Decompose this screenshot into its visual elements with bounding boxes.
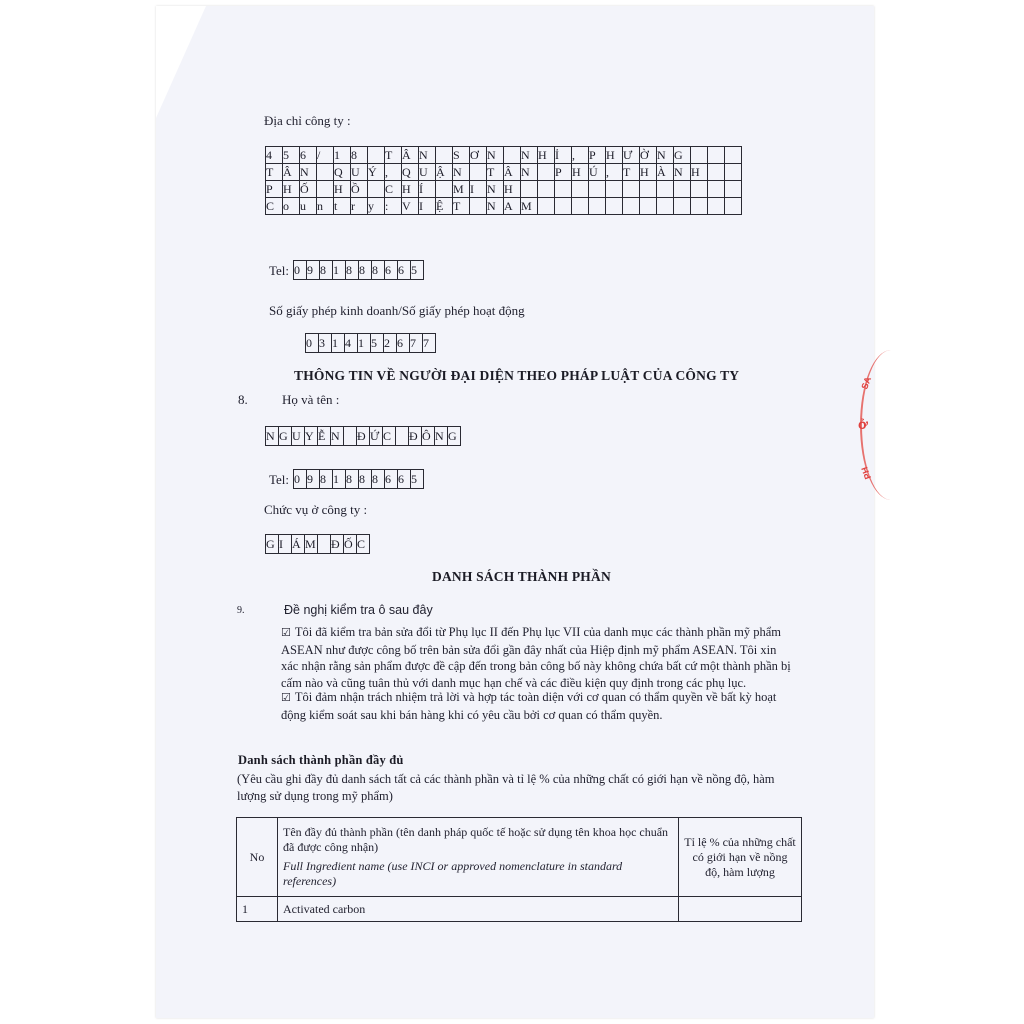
rep-position-char-cell: Ố [344, 535, 357, 554]
section-9-number: 9. [237, 605, 245, 616]
check-instruction: Đề nghị kiểm tra ô sau đây [284, 603, 433, 617]
address-char-cell [572, 198, 589, 215]
address-char-row [266, 164, 742, 181]
address-char-cell: r [351, 198, 368, 215]
address-char-cell [555, 181, 572, 198]
address-char-cell: 5 [283, 147, 300, 164]
address-char-cell: Ờ [640, 147, 657, 164]
company-tel-digit-cell: 1 [333, 261, 346, 280]
address-char-cell: Ậ [436, 164, 453, 181]
checked-box-icon[interactable]: ☑ [281, 691, 291, 704]
rep-position-grid [265, 534, 370, 554]
address-char-cell: Ơ [470, 147, 487, 164]
address-char-cell: H [334, 181, 351, 198]
header-ingredient-name-vi: Tên đầy đủ thành phần (tên danh pháp quốc tế hoặc sử dụng tên khoa học chuẩn đã được công nhận) [283, 825, 669, 854]
address-char-cell: Â [283, 164, 300, 181]
company-stamp-partial [848, 350, 888, 500]
rep-name-char-cell: N [266, 427, 279, 446]
rep-tel-digit-cell: 8 [320, 470, 333, 489]
address-char-cell [589, 181, 606, 198]
address-char-cell [470, 164, 487, 181]
address-char-cell: H [691, 164, 708, 181]
address-char-cell: Ố [300, 181, 317, 198]
rep-tel-digit-cell: 6 [385, 470, 398, 489]
address-char-cell: H [504, 181, 521, 198]
address-char-row [266, 181, 742, 198]
address-char-cell [725, 147, 742, 164]
address-char-cell: , [385, 164, 402, 181]
license-digit-cell: 4 [345, 334, 358, 353]
address-char-cell [640, 181, 657, 198]
rep-position-char-cell: C [357, 535, 370, 554]
company-tel-digit-cell: 8 [346, 261, 359, 280]
license-digit-cell: 7 [423, 334, 436, 353]
address-char-row [266, 198, 742, 215]
address-char-cell: A [504, 198, 521, 215]
rep-name-char-cell: C [383, 427, 396, 446]
address-char-cell [470, 198, 487, 215]
rep-name-char-cell: Y [305, 427, 318, 446]
table-row [237, 897, 802, 922]
address-char-cell [572, 181, 589, 198]
address-char-cell: 8 [351, 147, 368, 164]
address-char-cell [708, 164, 725, 181]
address-char-cell: M [453, 181, 470, 198]
address-char-cell: U [351, 164, 368, 181]
address-char-cell: N [300, 164, 317, 181]
address-char-cell: Ồ [351, 181, 368, 198]
company-tel-grid [293, 260, 424, 280]
address-char-cell: M [521, 198, 538, 215]
address-char-cell [708, 147, 725, 164]
address-char-cell [317, 181, 334, 198]
address-char-cell: À [657, 164, 674, 181]
rep-tel-digit-cell: 9 [307, 470, 320, 489]
address-char-cell [708, 198, 725, 215]
address-char-cell: H [606, 147, 623, 164]
address-char-cell: Â [402, 147, 419, 164]
address-label: Địa chỉ công ty : [264, 113, 351, 128]
rep-name-char-cell: G [279, 427, 292, 446]
address-char-cell [538, 181, 555, 198]
row-no: 1 [237, 897, 278, 922]
address-char-cell [691, 198, 708, 215]
rep-name-char-cell: G [448, 427, 461, 446]
rep-tel-digit-cell: 8 [359, 470, 372, 489]
address-char-cell [368, 147, 385, 164]
ingredients-section-title: DANH SÁCH THÀNH PHẦN [432, 569, 611, 584]
address-char-cell [538, 164, 555, 181]
header-ingredient-name-en: Full Ingredient name (use INCI or approved nomenclature in standard references) [283, 859, 623, 888]
ingredient-table-header [237, 818, 802, 897]
address-char-cell: P [266, 181, 283, 198]
address-char-cell: V [402, 198, 419, 215]
declaration-check-2 [281, 689, 794, 723]
full-list-note: (Yêu cầu ghi đầy đủ danh sách tất cả các thành phần và tỉ lệ % của những chất có giới hạn về nồng độ, hàm lượng sử dụng trong mỹ phẩm) [237, 772, 775, 803]
rep-position-char-row [266, 535, 370, 554]
rep-tel-digit-cell: 5 [411, 470, 424, 489]
address-char-cell [725, 181, 742, 198]
address-char-cell [521, 181, 538, 198]
rep-name-grid [265, 426, 461, 446]
address-char-cell: u [300, 198, 317, 215]
rep-tel-digit-row [294, 470, 424, 489]
address-char-cell: H [402, 181, 419, 198]
address-char-cell [657, 198, 674, 215]
address-char-cell: : [385, 198, 402, 215]
address-char-cell [691, 147, 708, 164]
rep-position-char-cell: Á [292, 535, 305, 554]
address-char-cell: N [487, 198, 504, 215]
address-char-cell: C [385, 181, 402, 198]
company-tel-digit-cell: 5 [411, 261, 424, 280]
license-label: Số giấy phép kinh doanh/Số giấy phép hoạt động [269, 303, 525, 318]
address-char-cell [725, 164, 742, 181]
license-digit-cell: 7 [410, 334, 423, 353]
address-char-cell: N [419, 147, 436, 164]
rep-position-char-cell: M [305, 535, 318, 554]
address-char-cell [691, 181, 708, 198]
address-char-cell: t [334, 198, 351, 215]
company-tel-digit-cell: 0 [294, 261, 307, 280]
address-char-cell: H [572, 164, 589, 181]
header-no: No [237, 818, 278, 897]
address-char-cell: N [487, 147, 504, 164]
address-char-cell [555, 198, 572, 215]
address-char-cell [317, 164, 334, 181]
address-char-cell [657, 181, 674, 198]
license-digit-cell: 2 [384, 334, 397, 353]
license-digit-row [306, 334, 436, 353]
address-char-cell: Í [419, 181, 436, 198]
rep-tel-digit-cell: 6 [398, 470, 411, 489]
address-char-cell [674, 181, 691, 198]
address-char-cell: T [453, 198, 470, 215]
company-tel-digit-cell: 8 [372, 261, 385, 280]
rep-position-char-cell [318, 535, 331, 554]
license-digit-cell: 1 [332, 334, 345, 353]
rep-name-char-cell [344, 427, 357, 446]
address-char-cell: C [266, 198, 283, 215]
address-char-cell [623, 181, 640, 198]
stamp-fragment: PH [859, 465, 874, 481]
rep-tel-digit-cell: 1 [333, 470, 346, 489]
address-char-cell: N [657, 147, 674, 164]
representative-section-title: THÔNG TIN VỀ NGƯỜI ĐẠI DIỆN THEO PHÁP LUẬT CỦA CÔNG TY [294, 368, 740, 383]
rep-name-char-cell: Ễ [318, 427, 331, 446]
ingredient-table [236, 817, 802, 922]
address-char-cell: S [453, 147, 470, 164]
address-char-cell: Ý [368, 164, 385, 181]
company-tel-digit-cell: 8 [359, 261, 372, 280]
rep-tel-digit-cell: 0 [294, 470, 307, 489]
address-char-cell: , [572, 147, 589, 164]
address-char-cell: P [589, 147, 606, 164]
license-digit-cell: 0 [306, 334, 319, 353]
stamp-fragment: SA [859, 375, 874, 391]
address-char-cell: H [283, 181, 300, 198]
address-char-cell: T [266, 164, 283, 181]
address-char-cell [606, 198, 623, 215]
address-char-cell: T [385, 147, 402, 164]
address-char-cell [589, 198, 606, 215]
page-fold-corner [156, 6, 206, 118]
address-char-cell [623, 198, 640, 215]
address-char-cell: N [521, 147, 538, 164]
row-percentage [679, 897, 802, 922]
rep-name-label: Họ và tên : [282, 392, 340, 407]
rep-position-label: Chức vụ ở công ty : [264, 502, 368, 517]
address-char-cell [606, 181, 623, 198]
address-char-cell [368, 181, 385, 198]
address-char-cell [640, 198, 657, 215]
rep-tel-grid [293, 469, 424, 489]
address-char-cell [504, 147, 521, 164]
declaration-check-1 [281, 624, 794, 691]
address-char-cell: N [487, 181, 504, 198]
rep-name-char-cell: U [292, 427, 305, 446]
rep-name-char-cell: Đ [409, 427, 422, 446]
address-char-row [266, 147, 742, 164]
checked-box-icon[interactable]: ☑ [281, 626, 291, 639]
license-digit-cell: 5 [371, 334, 384, 353]
rep-name-char-cell: Đ [357, 427, 370, 446]
address-char-cell: Ư [623, 147, 640, 164]
address-char-cell: U [419, 164, 436, 181]
declaration-text-2: Tôi đảm nhận trách nhiệm trả lời và hợp tác toàn diện với cơ quan có thẩm quyền về bất kỳ hoạt động kiểm soát sau khi bán hàng khi có yêu cầu bởi cơ quan có thẩm quyền. [281, 690, 777, 722]
address-char-cell: I [419, 198, 436, 215]
address-char-cell [708, 181, 725, 198]
company-tel-digit-cell: 8 [320, 261, 333, 280]
company-tel-digit-cell: 6 [398, 261, 411, 280]
rep-name-char-cell [396, 427, 409, 446]
address-char-cell [725, 198, 742, 215]
company-tel-digit-row [294, 261, 424, 280]
address-char-cell: Ỉ [555, 147, 572, 164]
company-tel-digit-cell: 9 [307, 261, 320, 280]
address-char-cell: H [640, 164, 657, 181]
address-char-cell: o [283, 198, 300, 215]
address-char-cell: Q [402, 164, 419, 181]
rep-name-char-cell: Ô [422, 427, 435, 446]
license-number-grid [305, 333, 436, 353]
license-digit-cell: 3 [319, 334, 332, 353]
address-grid [265, 146, 742, 215]
address-char-cell: Q [334, 164, 351, 181]
section-8-number: 8. [238, 392, 248, 407]
address-char-cell: n [317, 198, 334, 215]
rep-position-char-cell: Đ [331, 535, 344, 554]
address-char-cell: I [470, 181, 487, 198]
address-char-cell: Ú [589, 164, 606, 181]
address-char-cell: Ệ [436, 198, 453, 215]
address-char-cell: T [623, 164, 640, 181]
address-char-cell: 1 [334, 147, 351, 164]
company-tel-digit-cell: 6 [385, 261, 398, 280]
rep-position-char-cell: G [266, 535, 279, 554]
rep-name-char-cell: Ứ [370, 427, 383, 446]
address-char-cell [436, 181, 453, 198]
address-char-cell [436, 147, 453, 164]
address-char-cell: / [317, 147, 334, 164]
address-char-cell [538, 198, 555, 215]
full-list-title: Danh sách thành phần đầy đủ [238, 753, 404, 767]
rep-name-char-cell: N [331, 427, 344, 446]
address-char-cell [674, 198, 691, 215]
address-char-cell: T [487, 164, 504, 181]
header-percentage: Tỉ lệ % của những chất có giới hạn về nồng độ, hàm lượng [679, 818, 802, 897]
address-char-cell: 6 [300, 147, 317, 164]
license-digit-cell: 6 [397, 334, 410, 353]
declaration-text-1: Tôi đã kiểm tra bản sửa đổi từ Phụ lục II đến Phụ lục VII của danh mục các thành phần mỹ phẩm ASEAN như được công bố trên bản sửa đổi gần đây nhất của Hiệp định mỹ phẩm ASEAN. Tôi xin xác nhận rằng sản phẩm được đề cập đến trong bản công bố này không chứa bất cứ một thành phần bị cấm nào và cũng tuân thủ với danh mục hạn chế và các điều kiện quy định trong các phụ lục. [281, 625, 791, 690]
rep-name-char-row [266, 427, 461, 446]
address-char-cell: Â [504, 164, 521, 181]
rep-name-char-cell: N [435, 427, 448, 446]
rep-position-char-cell: I [279, 535, 292, 554]
rep-tel-digit-cell: 8 [372, 470, 385, 489]
rep-tel-digit-cell: 8 [346, 470, 359, 489]
license-digit-cell: 1 [358, 334, 371, 353]
address-char-cell: H [538, 147, 555, 164]
address-char-cell: y [368, 198, 385, 215]
address-char-cell: 4 [266, 147, 283, 164]
company-tel-label: Tel: [269, 263, 290, 278]
address-char-cell: N [521, 164, 538, 181]
header-ingredient-name [278, 818, 679, 897]
address-char-cell: P [555, 164, 572, 181]
address-char-cell: , [606, 164, 623, 181]
address-char-cell: G [674, 147, 691, 164]
address-char-cell: N [453, 164, 470, 181]
row-ingredient-name: Activated carbon [278, 897, 679, 922]
address-char-cell: N [674, 164, 691, 181]
rep-tel-label: Tel: [269, 472, 290, 487]
stamp-fragment: ở [858, 416, 868, 432]
